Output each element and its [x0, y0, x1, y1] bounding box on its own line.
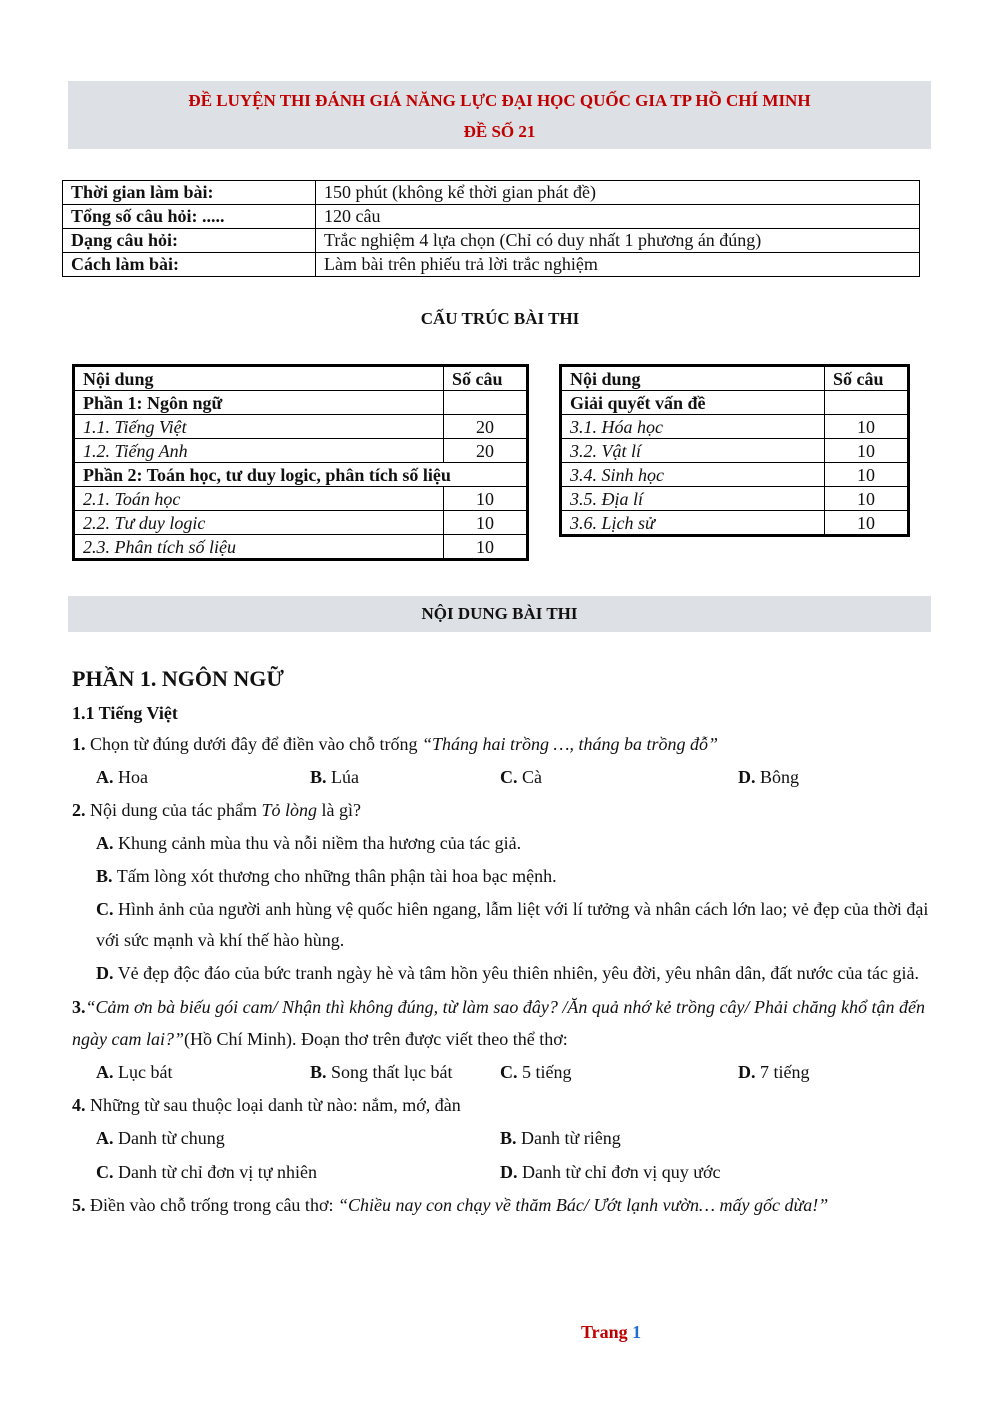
option-a[interactable]: A. Hoa: [96, 767, 148, 787]
question-number: 1.: [72, 734, 86, 754]
subject-label: 3.4. Sinh học: [561, 463, 825, 487]
subject-label: 2.1. Toán học: [74, 487, 444, 511]
col-header-content: Nội dung: [74, 366, 444, 391]
info-row: [63, 181, 920, 205]
subject-label: 3.2. Vật lí: [561, 439, 825, 463]
options-row: [72, 1155, 932, 1189]
info-row: [63, 229, 920, 253]
question-5: [72, 1189, 932, 1221]
section-title: 1.1 Tiếng Việt: [72, 703, 178, 723]
question-2: [72, 794, 932, 826]
option-d[interactable]: D. Danh từ chỉ đơn vị quy ước: [500, 1162, 721, 1182]
question-text: (Hồ Chí Minh). Đoạn thơ trên được viết theo thể thơ:: [184, 1029, 568, 1049]
subject-label: 2.3. Phân tích số liệu: [74, 535, 444, 560]
work-title: Tỏ lòng: [261, 800, 317, 820]
subject-count: 10: [444, 535, 528, 560]
empty-cell: [825, 391, 909, 415]
exam-content: [72, 660, 932, 1221]
option-d[interactable]: D. 7 tiếng: [738, 1062, 810, 1082]
exam-info-table: [62, 180, 920, 277]
structure-title: CẤU TRÚC BÀI THI: [420, 309, 580, 328]
exam-title: ĐỀ LUYỆN THI ĐÁNH GIÁ NĂNG LỰC ĐẠI HỌC QUỐC GIA TP HỒ CHÍ MINH: [188, 91, 811, 110]
exam-title-banner: [68, 81, 931, 149]
subject-label: 3.6. Lịch sử: [561, 511, 825, 536]
info-key: Thời gian làm bài:: [63, 181, 316, 205]
question-quote: “Tháng hai trồng …, tháng ba trồng đỗ”: [421, 734, 719, 754]
subject-count: 10: [825, 487, 909, 511]
option-d[interactable]: D. Vẻ đẹp độc đáo của bức tranh ngày hè và tâm hồn yêu thiên nhiên, yêu đời, yêu nhân dân, đất nước của tác giả.: [96, 963, 919, 983]
page-label: Trang: [581, 1322, 628, 1342]
subject-count: 10: [444, 511, 528, 535]
page-number: 1: [632, 1322, 642, 1342]
part-label: Phần 2: Toán học, tư duy logic, phân tích số liệu: [74, 463, 528, 487]
subject-count: 10: [825, 415, 909, 439]
subject-label: 3.1. Hóa học: [561, 415, 825, 439]
subject-label: 3.5. Địa lí: [561, 487, 825, 511]
option-c[interactable]: C. Danh từ chỉ đơn vị tự nhiên: [96, 1162, 318, 1182]
info-key: Cách làm bài:: [63, 253, 316, 277]
col-header-count: Số câu: [825, 366, 909, 391]
option-a[interactable]: A. Danh từ chung: [96, 1128, 225, 1148]
subject-count: 20: [444, 439, 528, 463]
subject-label: 1.1. Tiếng Việt: [74, 415, 444, 439]
info-row: [63, 205, 920, 229]
question-4: [72, 1089, 932, 1121]
question-text: Nội dung của tác phẩm: [90, 800, 262, 820]
part-label: Giải quyết vấn đề: [561, 391, 825, 415]
question-text: Chọn từ đúng dưới đây để điền vào chỗ trống: [90, 734, 422, 754]
question-text-end: là gì?: [316, 800, 361, 820]
question-1: [72, 728, 932, 760]
question-quote: “Cảm ơn bà biếu gói cam/ Nhận thì không đúng, từ làm sao đây? /Ăn quả nhớ kẻ trồng cây/ Phải chăng khổ tận đến ngày cam lai?”: [72, 997, 925, 1049]
option-c[interactable]: C. 5 tiếng: [500, 1062, 572, 1082]
question-quote: “Chiều nay con chạy về thăm Bác/ Ướt lạnh vườn… mấy gốc dừa!”: [337, 1195, 829, 1215]
option-b[interactable]: B. Tấm lòng xót thương cho những thân phận tài hoa bạc mệnh.: [96, 866, 557, 886]
structure-table-right: [559, 364, 910, 537]
question-text: Điền vào chỗ trống trong câu thơ:: [90, 1195, 338, 1215]
option-c[interactable]: C. Cà: [500, 767, 542, 787]
option-a[interactable]: A. Khung cảnh mùa thu và nỗi niềm tha hương của tác giả.: [96, 833, 522, 853]
info-row: [63, 253, 920, 277]
question-number: 4.: [72, 1095, 86, 1115]
info-value: Làm bài trên phiếu trả lời trắc nghiệm: [316, 253, 920, 277]
option-b[interactable]: B. Lúa: [310, 767, 359, 787]
question-number: 3.: [72, 997, 86, 1017]
subject-count: 10: [825, 439, 909, 463]
page-footer: [581, 1322, 641, 1343]
info-value: 150 phút (không kể thời gian phát đề): [316, 181, 920, 205]
info-key: Tổng số câu hỏi: .....: [63, 205, 316, 229]
structure-table-left: [72, 364, 529, 561]
part-label: Phần 1: Ngôn ngữ: [74, 391, 444, 415]
option-b[interactable]: B. Song thất lục bát: [310, 1062, 453, 1082]
options-row: [72, 760, 932, 794]
option-c[interactable]: C. Hình ảnh của người anh hùng vệ quốc hiên ngang, lẫm liệt với lí tưởng và nhân cách lớn lao; vẻ đẹp của thời đại với sức mạnh và khí thế hào hùng.: [96, 899, 929, 950]
empty-cell: [444, 391, 528, 415]
subject-count: 10: [825, 463, 909, 487]
options-row: [72, 1055, 932, 1089]
col-header-content: Nội dung: [561, 366, 825, 391]
subject-count: 10: [825, 511, 909, 536]
question-3: [72, 991, 932, 1055]
subject-count: 20: [444, 415, 528, 439]
options-row: [72, 1121, 932, 1155]
part-title: PHẦN 1. NGÔN NGỮ: [72, 666, 284, 691]
info-value: Trắc nghiệm 4 lựa chọn (Chỉ có duy nhất 1 phương án đúng): [316, 229, 920, 253]
subject-count: 10: [444, 487, 528, 511]
question-text: Những từ sau thuộc loại danh từ nào: nắm, mớ, đàn: [90, 1095, 461, 1115]
question-number: 5.: [72, 1195, 86, 1215]
option-d[interactable]: D. Bông: [738, 767, 800, 787]
col-header-count: Số câu: [444, 366, 528, 391]
subject-label: 2.2. Tư duy logic: [74, 511, 444, 535]
subject-label: 1.2. Tiếng Anh: [74, 439, 444, 463]
option-a[interactable]: A. Lục bát: [96, 1062, 173, 1082]
exam-number: ĐỀ SỐ 21: [463, 122, 536, 141]
info-value: 120 câu: [316, 205, 920, 229]
info-key: Dạng câu hỏi:: [63, 229, 316, 253]
option-b[interactable]: B. Danh từ riêng: [500, 1128, 621, 1148]
content-banner: NỘI DUNG BÀI THI: [68, 596, 931, 632]
question-number: 2.: [72, 800, 86, 820]
